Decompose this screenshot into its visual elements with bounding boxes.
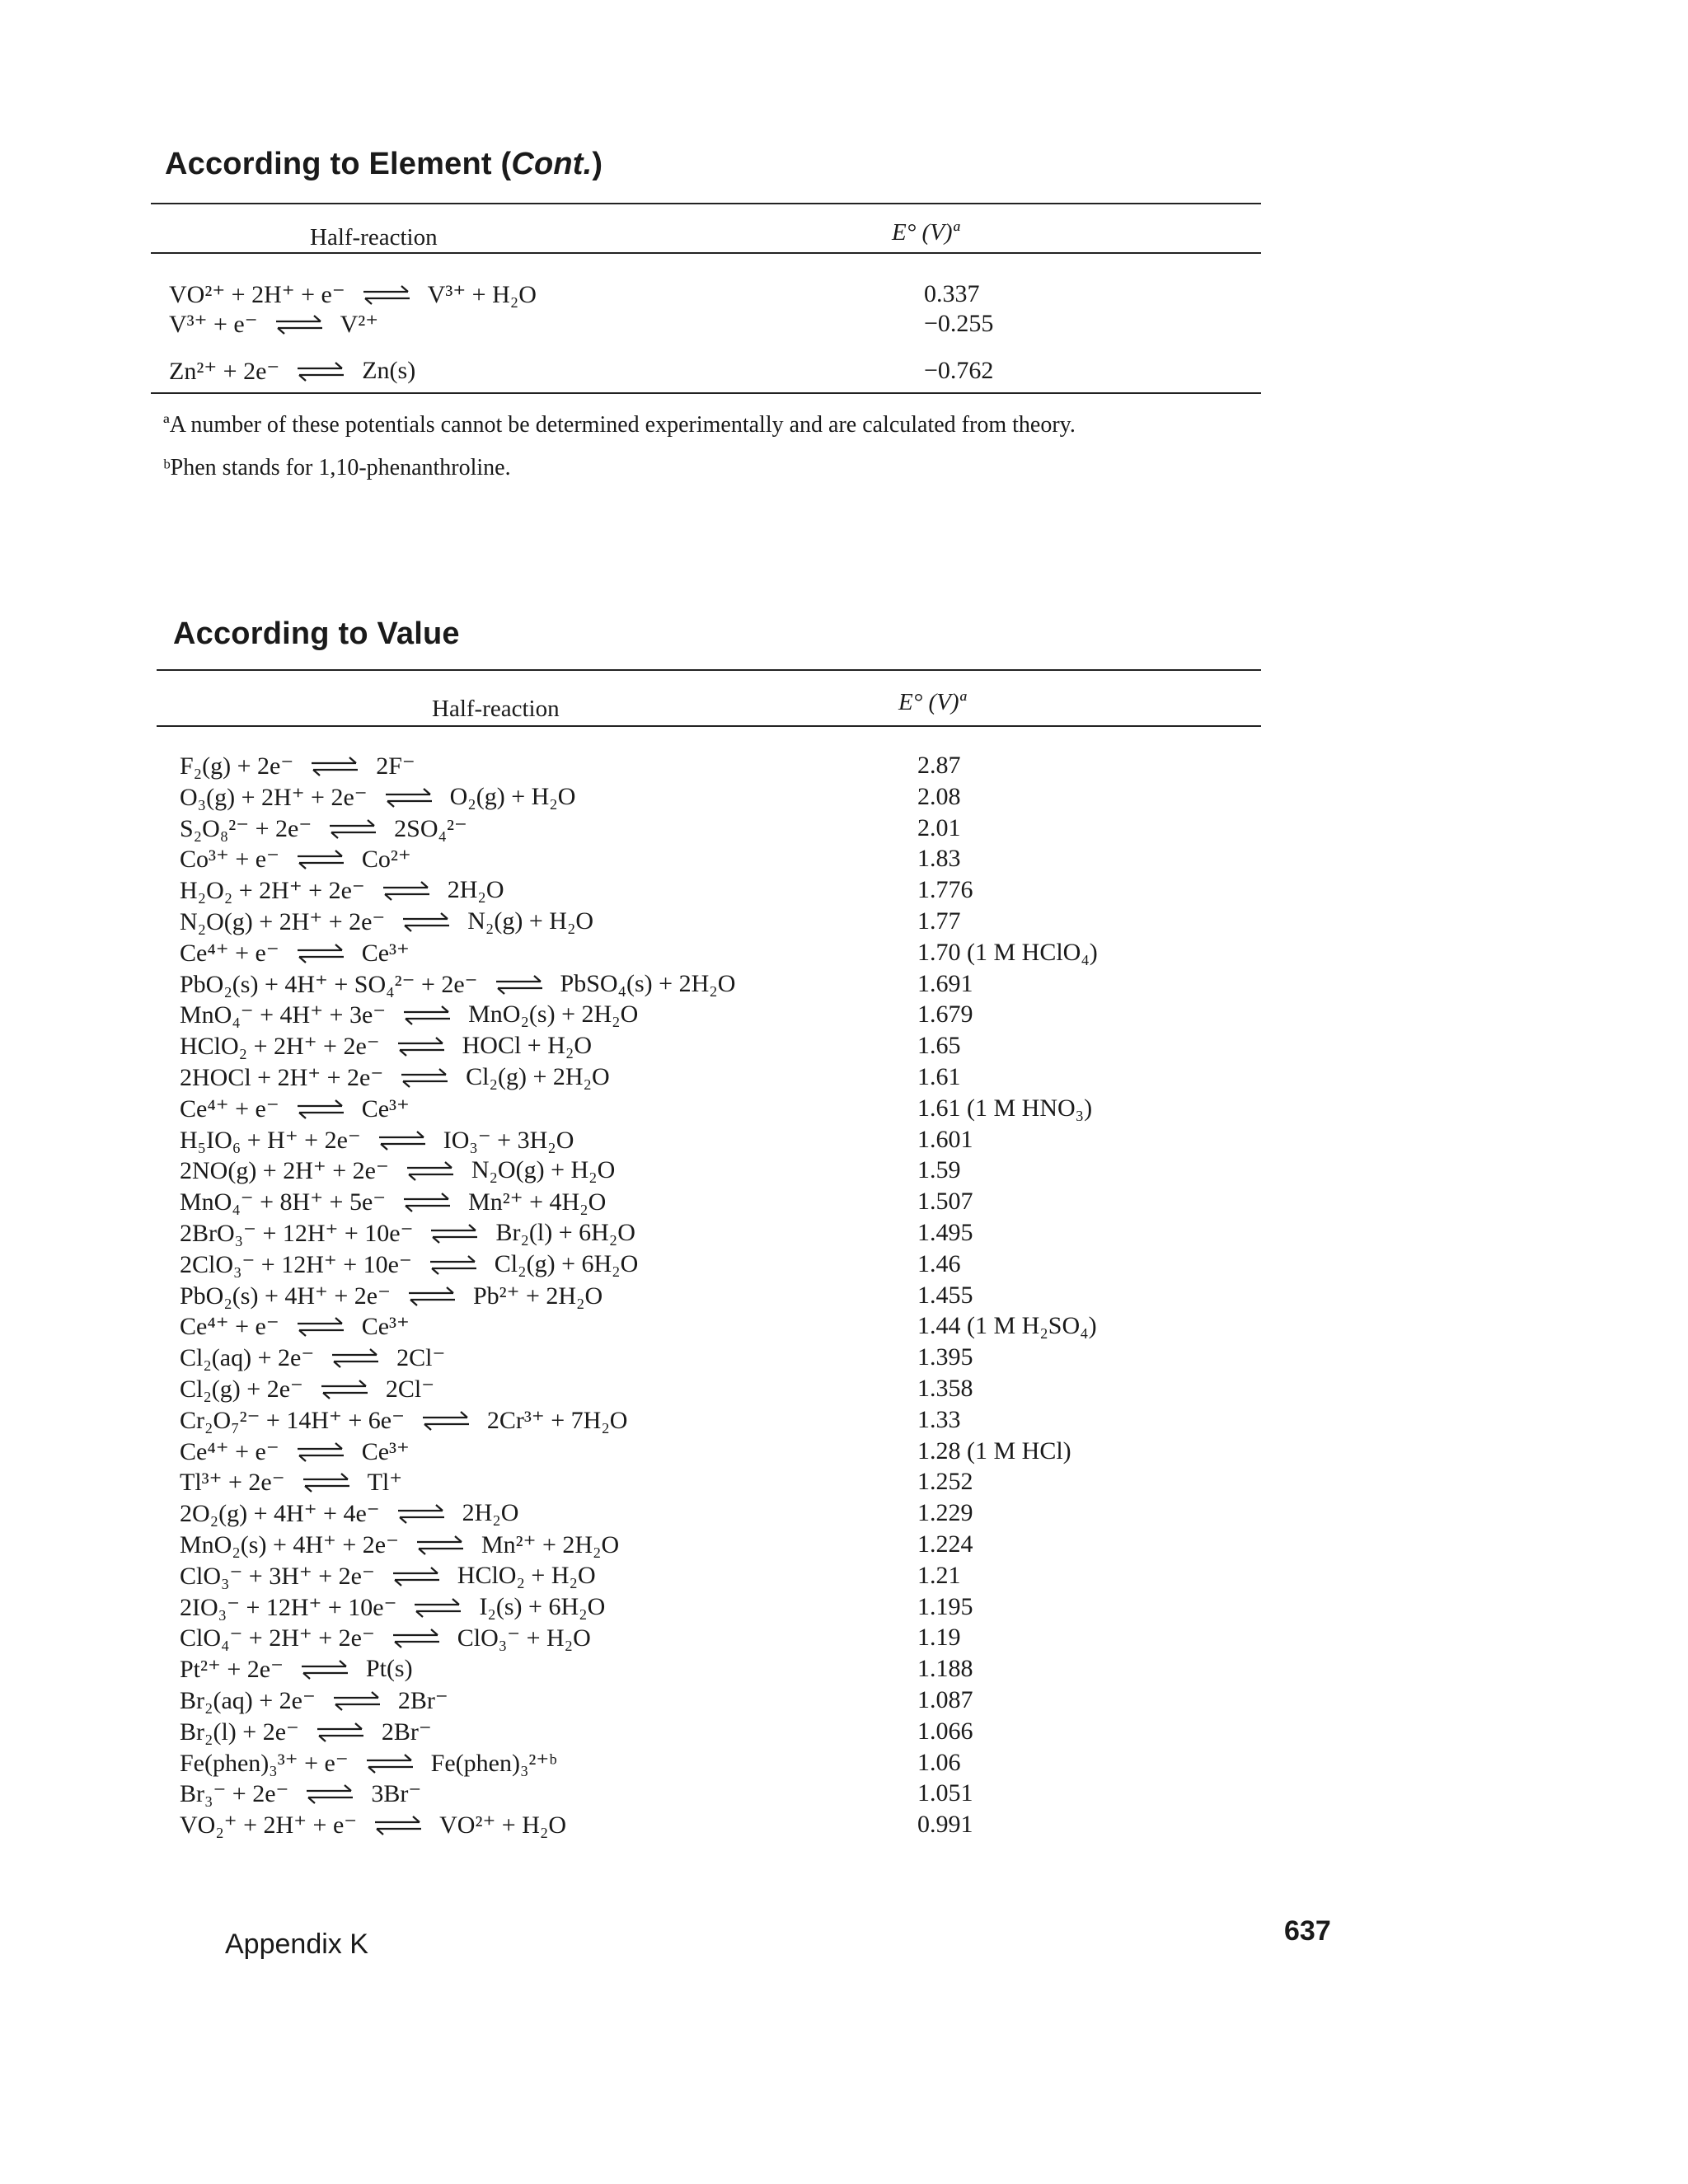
half-reaction-row — [180, 1624, 1276, 1655]
potential-value: 1.252 — [917, 1468, 973, 1496]
half-reaction-row — [180, 1686, 1276, 1718]
half-reaction-row — [180, 1094, 1276, 1126]
products: Ce³⁺ — [361, 1313, 410, 1341]
equilibrium-arrow-icon — [365, 1749, 415, 1779]
potential-value: 1.59 — [917, 1156, 961, 1184]
equilibrium-arrow-icon — [413, 1593, 462, 1623]
half-reaction-row — [180, 907, 1276, 939]
products: 2Br⁻ — [381, 1718, 432, 1746]
reactants: Ce⁴⁺ + e⁻ — [180, 1313, 279, 1341]
products: 2H₂O — [462, 1499, 519, 1527]
reactants: 2NO(g) + 2H⁺ + 2e⁻ — [180, 1157, 389, 1185]
half-reaction-row — [169, 280, 1265, 312]
potential-value: 1.229 — [917, 1499, 973, 1527]
value-table-top-rule — [157, 669, 1261, 671]
equilibrium-arrow-icon — [402, 1001, 452, 1030]
reactants: Co³⁺ + e⁻ — [180, 846, 279, 874]
reactants: S₂O₈²⁻ + 2e⁻ — [180, 814, 312, 842]
products: V²⁺ — [340, 311, 379, 338]
products: N₂O(g) + H₂O — [471, 1156, 616, 1184]
footnote-a: ªA number of these potentials cannot be determined experimentally and are calculated from theory. — [163, 412, 1076, 438]
half-reaction-row — [180, 1437, 1276, 1469]
reactants: Cr₂O₇²⁻ + 14H⁺ + 6e⁻ — [180, 1406, 405, 1434]
equilibrium-arrow-icon — [495, 970, 544, 1000]
equilibrium-arrow-icon — [305, 1779, 354, 1809]
products: Co²⁺ — [361, 846, 411, 874]
value-table-header-rule — [157, 725, 1261, 727]
potential-value: 1.507 — [917, 1188, 973, 1216]
half-reaction-row — [180, 1375, 1276, 1406]
equilibrium-arrow-icon — [296, 939, 345, 968]
equilibrium-arrow-icon — [274, 310, 324, 340]
equilibrium-arrow-icon — [296, 357, 345, 387]
table-top-rule — [151, 203, 1261, 204]
equilibrium-arrow-icon — [392, 1562, 441, 1591]
half-reaction-row — [180, 1250, 1276, 1282]
reactants: V³⁺ + e⁻ — [169, 311, 258, 338]
heading-close-text: ) — [592, 147, 603, 181]
table-bottom-rule — [151, 392, 1261, 394]
section-heading-element — [165, 147, 603, 182]
products: Cl₂(g) + 6H₂O — [494, 1249, 639, 1277]
column-header-potential: E° (V)ª — [892, 219, 959, 246]
products: 2Cl⁻ — [396, 1344, 446, 1372]
potential-value: −0.762 — [924, 357, 994, 384]
reactants: ClO₄⁻ + 2H⁺ + 2e⁻ — [180, 1624, 375, 1652]
products: 2F⁻ — [376, 752, 415, 780]
products: Fe(phen)₃²⁺ᵇ — [430, 1749, 557, 1777]
products: Pb²⁺ + 2H₂O — [472, 1282, 603, 1310]
half-reaction-row — [180, 845, 1276, 876]
reactants: Br₂(l) + 2e⁻ — [180, 1718, 299, 1746]
potential-value: −0.255 — [924, 310, 994, 337]
equilibrium-arrow-icon — [373, 1811, 423, 1840]
reactants: 2HOCl + 2H⁺ + 2e⁻ — [180, 1064, 384, 1091]
potential-value: 1.06 — [917, 1748, 961, 1776]
potential-value: 1.358 — [917, 1375, 973, 1402]
potential-value: 1.224 — [917, 1530, 973, 1558]
value-column-header-half-reaction: Half-reaction — [432, 696, 560, 722]
products: 2Cr³⁺ + 7H₂O — [486, 1406, 628, 1434]
reactants: H₅IO₆ + H⁺ + 2e⁻ — [180, 1126, 361, 1154]
half-reaction-row — [180, 1063, 1276, 1094]
equilibrium-arrow-icon — [377, 1126, 427, 1155]
column-header-half-reaction: Half-reaction — [310, 224, 438, 251]
potential-value: 1.70 (1 M HClO₄) — [917, 938, 1098, 966]
equilibrium-arrow-icon — [296, 1312, 345, 1342]
reactants: Pt²⁺ + 2e⁻ — [180, 1656, 284, 1684]
half-reaction-row — [180, 1468, 1276, 1499]
reactants: F₂(g) + 2e⁻ — [180, 752, 294, 780]
potential-value: 2.08 — [917, 782, 961, 810]
reactants: H₂O₂ + 2H⁺ + 2e⁻ — [180, 877, 365, 905]
equilibrium-arrow-icon — [316, 1718, 365, 1747]
reactants: PbO₂(s) + 4H⁺ + 2e⁻ — [180, 1282, 391, 1310]
equilibrium-arrow-icon — [331, 1343, 380, 1373]
half-reaction-row — [180, 1749, 1276, 1780]
products: 2Cl⁻ — [385, 1376, 435, 1403]
products: 3Br⁻ — [371, 1780, 422, 1808]
potential-value: 1.087 — [917, 1686, 973, 1713]
half-reaction-row — [180, 1219, 1276, 1250]
potential-value: 1.495 — [917, 1219, 973, 1246]
equilibrium-arrow-icon — [407, 1282, 457, 1311]
equilibrium-arrow-icon — [310, 752, 359, 781]
potential-value: 1.051 — [917, 1779, 973, 1807]
equilibrium-arrow-icon — [302, 1468, 351, 1497]
products: 2Br⁻ — [397, 1687, 448, 1714]
half-reaction-row — [180, 1811, 1276, 1842]
equilibrium-arrow-icon — [296, 1437, 345, 1467]
equilibrium-arrow-icon — [392, 1624, 441, 1653]
equilibrium-arrow-icon — [296, 845, 345, 874]
half-reaction-row — [180, 1593, 1276, 1624]
reactants: Cl₂(g) + 2e⁻ — [180, 1376, 303, 1403]
products: 2SO₄²⁻ — [394, 814, 467, 842]
reactants: 2O₂(g) + 4H⁺ + 4e⁻ — [180, 1500, 380, 1528]
products: VO²⁺ + H₂O — [439, 1811, 566, 1840]
products: Zn(s) — [362, 357, 416, 384]
heading-text: According to Element ( — [165, 147, 512, 181]
equilibrium-arrow-icon — [384, 783, 434, 813]
reactants: Ce⁴⁺ + e⁻ — [180, 1094, 279, 1122]
potential-value: 1.601 — [917, 1125, 973, 1153]
page-number: 637 — [1284, 1915, 1331, 1947]
reactants: PbO₂(s) + 4H⁺ + SO₄²⁻ + 2e⁻ — [180, 970, 478, 998]
products: HClO₂ + H₂O — [457, 1561, 596, 1589]
reactants: 2ClO₃⁻ + 12H⁺ + 10e⁻ — [180, 1250, 412, 1278]
half-reaction-row — [180, 1126, 1276, 1157]
reactants: HClO₂ + 2H⁺ + 2e⁻ — [180, 1033, 380, 1061]
potential-value: 1.28 (1 M HCl) — [917, 1436, 1071, 1465]
equilibrium-arrow-icon — [396, 1499, 446, 1529]
reactants: ClO₃⁻ + 3H⁺ + 2e⁻ — [180, 1562, 375, 1590]
half-reaction-row — [180, 1282, 1276, 1313]
potential-value: 1.44 (1 M H₂SO₄) — [917, 1312, 1097, 1340]
half-reaction-row — [169, 310, 1265, 341]
potential-value: 1.679 — [917, 1001, 973, 1029]
half-reaction-row — [180, 1406, 1276, 1437]
products: IO₃⁻ + 3H₂O — [443, 1126, 574, 1154]
products: Ce³⁺ — [361, 939, 410, 967]
reactants: Ce⁴⁺ + e⁻ — [180, 939, 279, 967]
products: PbSO₄(s) + 2H₂O — [560, 969, 736, 997]
appendix-label: Appendix K — [225, 1929, 368, 1960]
heading-italic-text: Cont. — [511, 147, 593, 181]
reactants: 2BrO₃⁻ + 12H⁺ + 10e⁻ — [180, 1220, 414, 1247]
products: I₂(s) + 6H₂O — [479, 1592, 606, 1620]
reactants: O₃(g) + 2H⁺ + 2e⁻ — [180, 783, 368, 811]
table-header-rule — [151, 252, 1261, 254]
half-reaction-row — [180, 1655, 1276, 1686]
reactants: Fe(phen)₃³⁺ + e⁻ — [180, 1749, 349, 1777]
reactants: VO₂⁺ + 2H⁺ + e⁻ — [180, 1811, 358, 1840]
equilibrium-arrow-icon — [402, 1188, 452, 1217]
products: HOCl + H₂O — [462, 1032, 593, 1060]
equilibrium-arrow-icon — [429, 1250, 478, 1280]
value-column-header-potential: E° (V)ª — [898, 689, 966, 715]
half-reaction-row — [169, 357, 1265, 388]
potential-value: 0.991 — [917, 1811, 973, 1839]
potential-value: 2.01 — [917, 813, 961, 841]
reactants: MnO₄⁻ + 4H⁺ + 3e⁻ — [180, 1001, 387, 1029]
equilibrium-arrow-icon — [328, 814, 377, 844]
equilibrium-arrow-icon — [415, 1530, 465, 1560]
half-reaction-row — [180, 1530, 1276, 1562]
products: Ce³⁺ — [361, 1094, 410, 1122]
potential-value: 1.46 — [917, 1249, 961, 1277]
products: O₂(g) + H₂O — [449, 782, 576, 810]
potential-value: 1.19 — [917, 1624, 961, 1652]
potential-value: 1.61 — [917, 1063, 961, 1090]
equilibrium-arrow-icon — [320, 1375, 369, 1404]
reactants: Zn²⁺ + 2e⁻ — [169, 358, 280, 385]
reactants: Br₂(aq) + 2e⁻ — [180, 1687, 316, 1714]
products: Pt(s) — [365, 1655, 413, 1683]
reactants: 2IO₃⁻ + 12H⁺ + 10e⁻ — [180, 1593, 397, 1621]
equilibrium-arrow-icon — [401, 907, 451, 937]
products: Tl⁺ — [367, 1469, 403, 1497]
products: Br₂(l) + 6H₂O — [495, 1219, 635, 1246]
products: N₂(g) + H₂O — [467, 907, 594, 935]
potential-value: 1.195 — [917, 1592, 973, 1620]
products: Cl₂(g) + 2H₂O — [466, 1063, 610, 1090]
products: Mn²⁺ + 4H₂O — [468, 1188, 607, 1216]
equilibrium-arrow-icon — [362, 280, 411, 310]
half-reaction-row — [180, 814, 1276, 846]
equilibrium-arrow-icon — [300, 1655, 349, 1685]
half-reaction-row — [180, 1562, 1276, 1593]
half-reaction-row — [180, 752, 1276, 783]
equilibrium-arrow-icon — [429, 1219, 479, 1249]
half-reaction-row — [180, 1343, 1276, 1375]
half-reaction-row — [180, 1001, 1276, 1032]
potential-value: 1.65 — [917, 1032, 961, 1060]
reactants: MnO₂(s) + 4H⁺ + 2e⁻ — [180, 1531, 399, 1558]
reactants: Br₃⁻ + 2e⁻ — [180, 1780, 289, 1808]
reactants: Tl³⁺ + 2e⁻ — [180, 1469, 285, 1497]
reactants: VO²⁺ + 2H⁺ + e⁻ — [169, 281, 345, 308]
half-reaction-row — [180, 1032, 1276, 1063]
potential-value: 2.87 — [917, 752, 961, 779]
products: Ce³⁺ — [361, 1437, 410, 1465]
reactants: MnO₄⁻ + 8H⁺ + 5e⁻ — [180, 1188, 387, 1216]
equilibrium-arrow-icon — [382, 876, 431, 906]
potential-value: 1.395 — [917, 1343, 973, 1371]
potential-value: 1.691 — [917, 969, 973, 997]
potential-value: 1.83 — [917, 845, 961, 873]
reactants: Cl₂(aq) + 2e⁻ — [180, 1344, 315, 1372]
potential-value: 1.455 — [917, 1281, 973, 1309]
half-reaction-row — [180, 876, 1276, 907]
equilibrium-arrow-icon — [421, 1406, 471, 1436]
equilibrium-arrow-icon — [296, 1094, 345, 1124]
half-reaction-row — [180, 939, 1276, 970]
potential-value: 1.188 — [917, 1655, 973, 1683]
potential-value: 1.77 — [917, 907, 961, 935]
equilibrium-arrow-icon — [332, 1686, 382, 1716]
potential-value: 1.776 — [917, 876, 973, 904]
products: Mn²⁺ + 2H₂O — [481, 1531, 620, 1558]
potential-value: 0.337 — [924, 280, 980, 307]
potential-value: 1.066 — [917, 1717, 973, 1745]
products: ClO₃⁻ + H₂O — [457, 1624, 591, 1652]
equilibrium-arrow-icon — [406, 1156, 455, 1186]
equilibrium-arrow-icon — [400, 1063, 449, 1093]
reactants: Ce⁴⁺ + e⁻ — [180, 1437, 279, 1465]
potential-value: 1.61 (1 M HNO₃) — [917, 1094, 1093, 1122]
potential-value: 1.33 — [917, 1405, 961, 1433]
products: MnO₂(s) + 2H₂O — [468, 1001, 639, 1029]
half-reaction-row — [180, 1312, 1276, 1343]
reactants: N₂O(g) + 2H⁺ + 2e⁻ — [180, 908, 386, 935]
potential-value: 1.21 — [917, 1561, 961, 1589]
half-reaction-row — [180, 783, 1276, 814]
half-reaction-row — [180, 1718, 1276, 1749]
half-reaction-row — [180, 1499, 1276, 1530]
products: 2H₂O — [447, 876, 504, 904]
half-reaction-row — [180, 970, 1276, 1001]
half-reaction-row — [180, 1188, 1276, 1219]
half-reaction-row — [180, 1779, 1276, 1811]
equilibrium-arrow-icon — [396, 1032, 446, 1062]
footnote-b: ᵇPhen stands for 1,10-phenanthroline. — [163, 455, 511, 480]
products: V³⁺ + H₂O — [427, 281, 537, 308]
half-reaction-row — [180, 1156, 1276, 1188]
section-heading-value: According to Value — [173, 616, 460, 651]
